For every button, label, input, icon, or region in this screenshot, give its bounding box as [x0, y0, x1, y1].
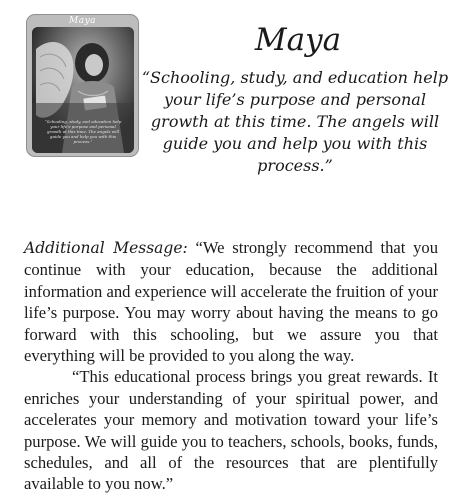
angel-illustration: [32, 27, 134, 153]
card-name-heading: Maya: [254, 22, 342, 58]
additional-message: [24, 237, 438, 495]
oracle-card-image: [26, 14, 139, 157]
message-paragraph-1: [24, 237, 438, 366]
additional-message-label: Additional Message:: [24, 239, 188, 257]
card-image-title: Maya: [68, 16, 97, 26]
message-paragraph-1-text: “We strongly recommend that you continue with your education, because the additional information and experience will accelerate the fruition of your life’s purpose. You may worry about having the means to go forward with this schooling, but we assure you that everything will be provided to you along the way.: [24, 238, 438, 366]
card-quote: “Schooling, study, and education help your life’s purpose and personal growth at this time. The angels will guide you and help you with this process.”: [141, 68, 449, 175]
message-paragraph-2: “This educational process brings you great rewards. It enriches your understanding of your spiritual power, and accelerates your memory and motivation toward your life’s purpose. We will guide you to teachers, schools, books, funds, schedules, and all of the resources that are plentifully available to you now.”: [24, 367, 438, 494]
card-image-caption: “Schooling, study, and education help your life’s purpose and personal growth at this time. The angels will guide you and help you with this process.”: [44, 119, 122, 144]
